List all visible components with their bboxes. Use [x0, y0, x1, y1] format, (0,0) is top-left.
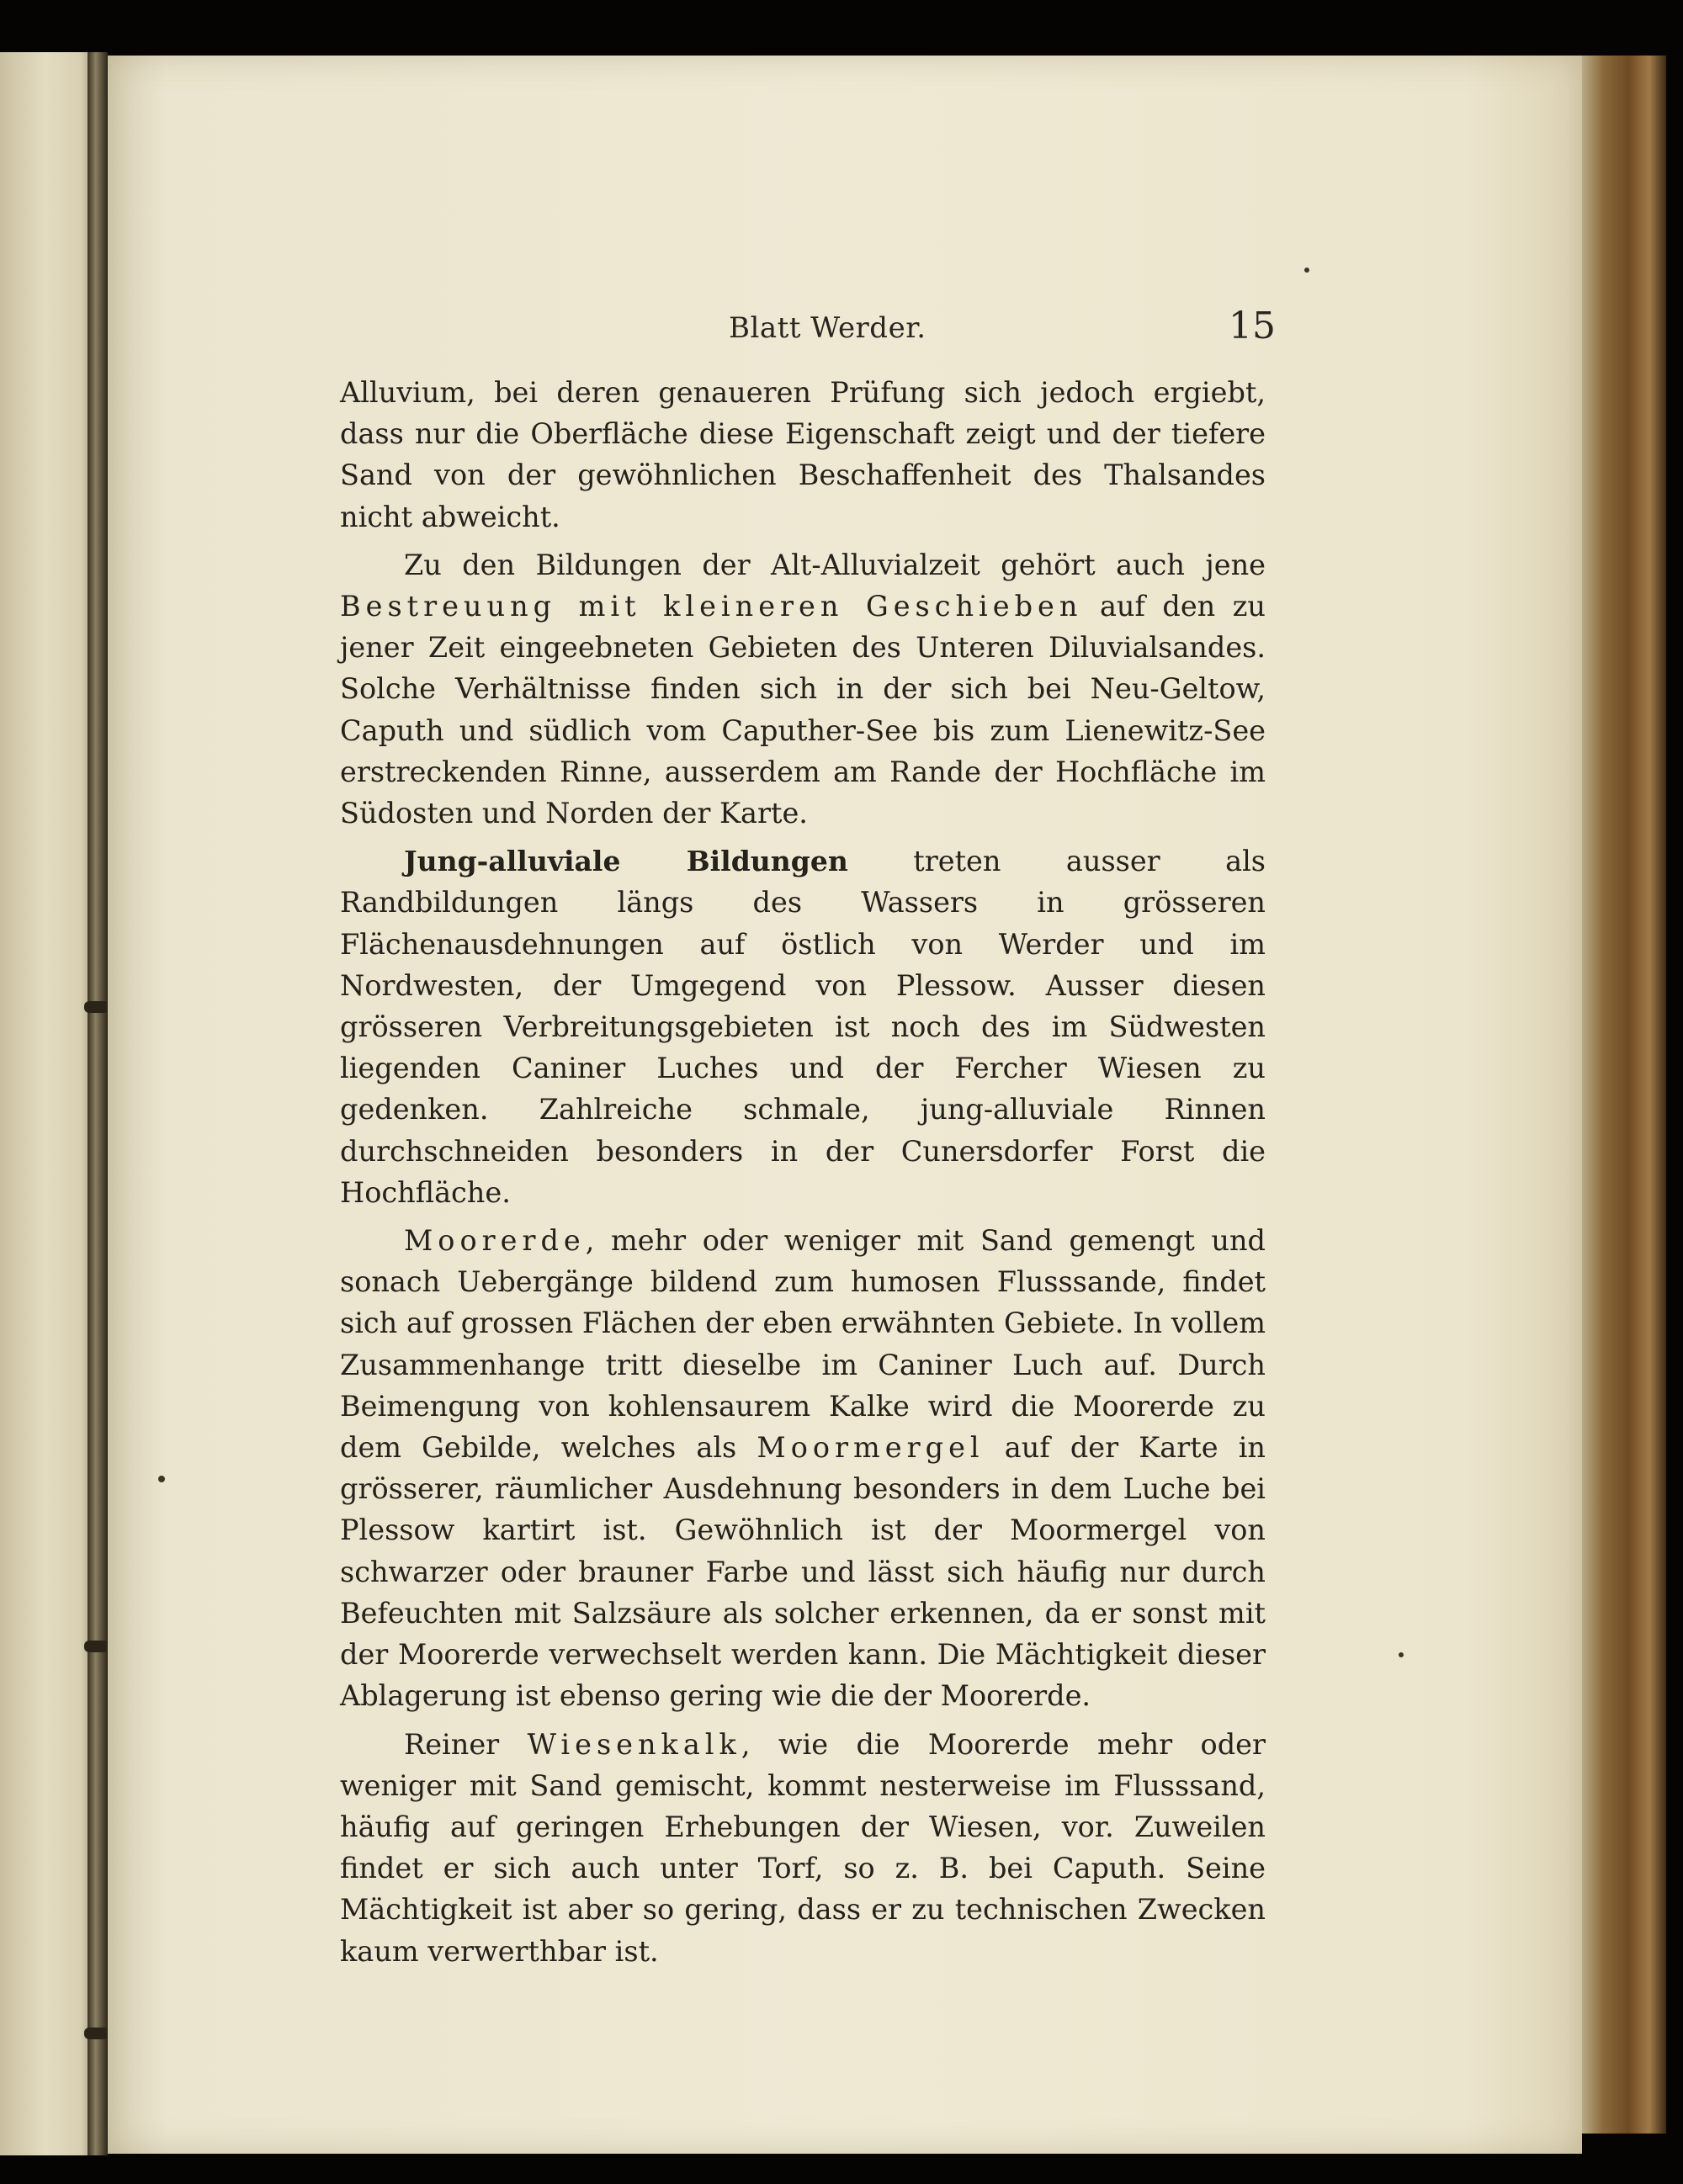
emphasis-spaced: Moorerde	[404, 1224, 586, 1258]
paragraph-text: Zu den Bildungen der Alt-Alluvialzeit gehört auch jene	[404, 548, 1266, 581]
binding-stitch	[84, 2028, 109, 2039]
paragraph-text: Alluvium, bei deren genaueren Prüfung sich jedoch ergiebt, dass nur die Oberfläche diese Eigenschaft zeigt und der tiefere Sand von der gewöhnlichen Beschaffenheit des Thalsandes nicht abweicht.	[340, 376, 1266, 533]
binding-stitch	[84, 1641, 109, 1652]
binding-gutter	[88, 52, 108, 2155]
paper-speck	[1304, 268, 1309, 273]
previous-page-edge	[0, 52, 101, 2155]
binding-stitch	[84, 1001, 109, 1013]
emphasis-spaced: Moormergel	[757, 1431, 985, 1465]
paragraph-text: auf den zu jener Zeit eingeebneten Gebieten des Unteren Diluvialsandes. Solche Verhältnisse finden sich in der sich bei Neu-Geltow, Caputh und südlich vom Caputher-See bis zum Lienewitz-See erstreckenden Rinne, ausserdem am Rande der Hochfläche im Südosten und Norden der Karte.	[340, 590, 1266, 830]
paragraph-text: treten ausser als Randbildungen längs des Wassers in grösseren Flächenausdehnungen auf östlich von Werder und im Nordwesten, der Umgegend von Plessow. Ausser diesen grösseren Verbreitungsgebieten ist noch des im Südwesten liegenden Caniner Luches und der Fercher Wiesen zu gedenken. Zahlreiche schmale, jung-alluviale Rinnen durchschneiden besonders in der Cunersdorfer Forst die Hochfläche.	[340, 845, 1266, 1209]
book-cover-edge	[1582, 56, 1666, 2134]
page-number: 15	[1229, 305, 1276, 347]
paragraph-text: Reiner	[404, 1727, 528, 1761]
paragraph	[340, 840, 1266, 1213]
paragraph-text: auf der Karte in grösserer, räumlicher Ausdehnung besonders in dem Luche bei Plessow kartirt ist. Gewöhnlich ist der Moormergel von schwarzer oder brauner Farbe und lässt sich häufig nur durch Befeuchten mit Salzsäure als solcher erkennen, da er sonst mit der Moorerde verwechselt werden kann. Die Mächtigkeit dieser Ablagerung ist ebenso gering wie die der Moorerde.	[340, 1431, 1266, 1713]
paper-speck	[158, 1476, 165, 1482]
emphasis-spaced: Bestreuung mit kleineren Geschieben	[340, 590, 1083, 623]
paragraph-text: , wie die Moorerde mehr oder weniger mit Sand gemischt, kommt nesterweise im Flusssand, häufig auf geringen Erhebungen der Wiesen, vor. Zuweilen findet er sich auch unter Torf, so z. B. bei Caputh. Seine Mächtigkeit ist aber so gering, dass er zu technischen Zwecken kaum verwerthbar ist.	[340, 1727, 1266, 1968]
paragraph	[340, 1220, 1266, 1716]
paragraph	[340, 1724, 1266, 1972]
section-heading-inline: Jung-alluviale Bildungen	[404, 845, 848, 878]
paragraph	[340, 372, 1266, 538]
paragraph-text: , mehr oder weniger mit Sand gemengt und sonach Uebergänge bildend zum humosen Flusssande, findet sich auf grossen Flächen der eben erwähnten Gebiete. In vollem Zusammenhange tritt dieselbe im Caniner Luch auf. Durch Beimengung von kohlensaurem Kalke wird die Moorerde zu dem Gebilde, welches als	[340, 1224, 1266, 1465]
emphasis-spaced: Wiesenkalk	[527, 1727, 741, 1761]
running-head	[0, 305, 1683, 358]
running-title: Blatt Werder.	[729, 311, 926, 345]
paragraph	[340, 544, 1266, 834]
body-text	[340, 372, 1266, 1977]
paper-speck	[1399, 1652, 1404, 1657]
